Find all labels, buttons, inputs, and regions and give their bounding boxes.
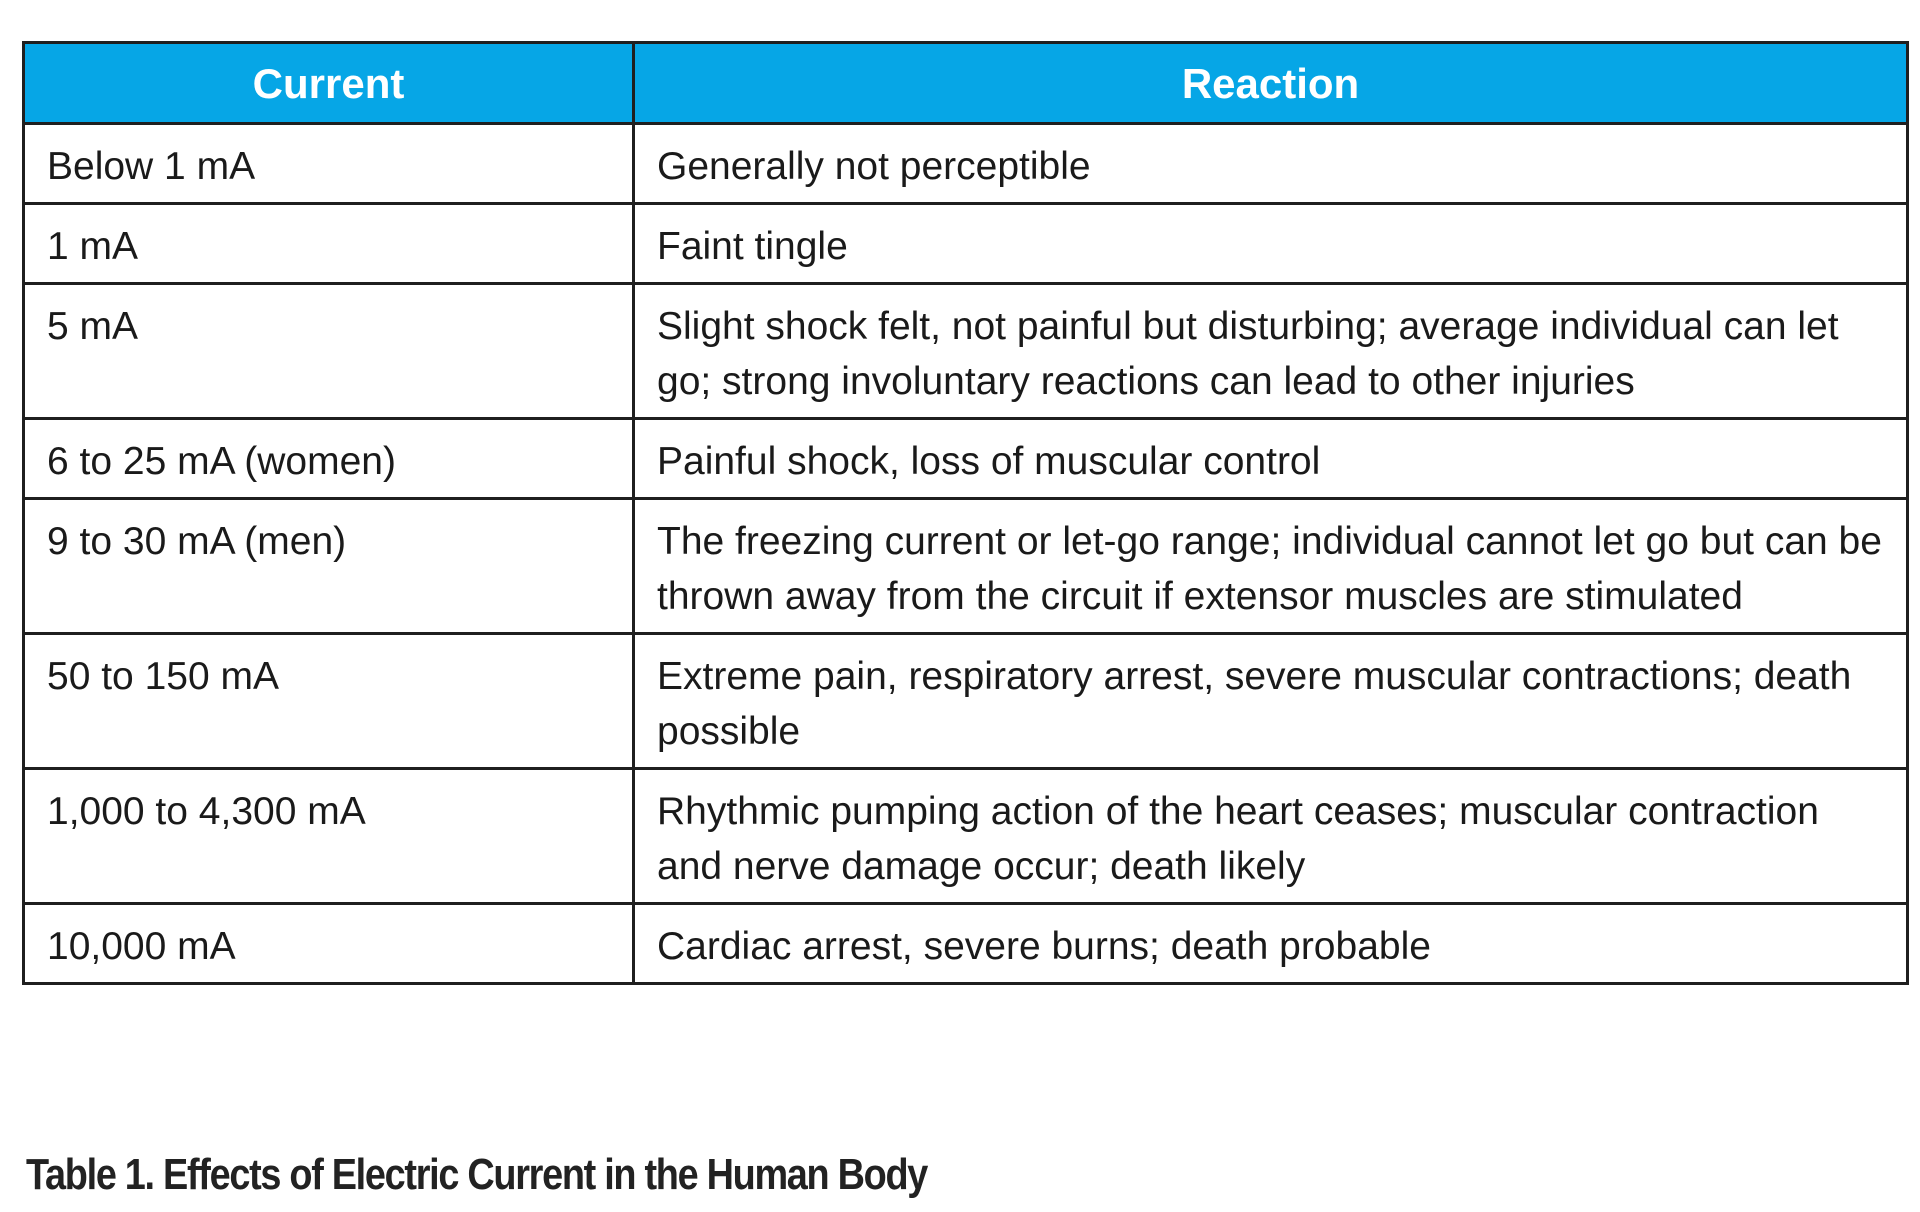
table-row bbox=[24, 204, 1908, 284]
column-header-reaction: Reaction bbox=[634, 43, 1908, 124]
effects-table bbox=[22, 41, 1909, 985]
table-row bbox=[24, 284, 1908, 419]
current-cell: 9 to 30 mA (men) bbox=[24, 499, 634, 634]
reaction-cell: The freezing current or let-go range; individual cannot let go but can be thrown away from the circuit if extensor muscles are stimulated bbox=[634, 499, 1908, 634]
table-caption: Table 1. Effects of Electric Current in the Human Body bbox=[26, 1150, 928, 1199]
table-row bbox=[24, 904, 1908, 984]
current-cell: 50 to 150 mA bbox=[24, 634, 634, 769]
table-row bbox=[24, 419, 1908, 499]
current-cell: 10,000 mA bbox=[24, 904, 634, 984]
reaction-cell: Faint tingle bbox=[634, 204, 1908, 284]
reaction-cell: Rhythmic pumping action of the heart ceases; muscular contraction and nerve damage occur; death likely bbox=[634, 769, 1908, 904]
reaction-cell: Slight shock felt, not painful but disturbing; average individual can let go; strong involuntary reactions can lead to other injuries bbox=[634, 284, 1908, 419]
table-row bbox=[24, 499, 1908, 634]
table-row bbox=[24, 769, 1908, 904]
current-cell: 1 mA bbox=[24, 204, 634, 284]
reaction-cell: Painful shock, loss of muscular control bbox=[634, 419, 1908, 499]
reaction-cell: Generally not perceptible bbox=[634, 124, 1908, 204]
column-header-current: Current bbox=[24, 43, 634, 124]
table-row bbox=[24, 634, 1908, 769]
current-cell: Below 1 mA bbox=[24, 124, 634, 204]
reaction-cell: Cardiac arrest, severe burns; death probable bbox=[634, 904, 1908, 984]
current-cell: 6 to 25 mA (women) bbox=[24, 419, 634, 499]
current-cell: 5 mA bbox=[24, 284, 634, 419]
reaction-cell: Extreme pain, respiratory arrest, severe muscular contractions; death possible bbox=[634, 634, 1908, 769]
table-header-row bbox=[24, 43, 1908, 124]
current-cell: 1,000 to 4,300 mA bbox=[24, 769, 634, 904]
table-row bbox=[24, 124, 1908, 204]
